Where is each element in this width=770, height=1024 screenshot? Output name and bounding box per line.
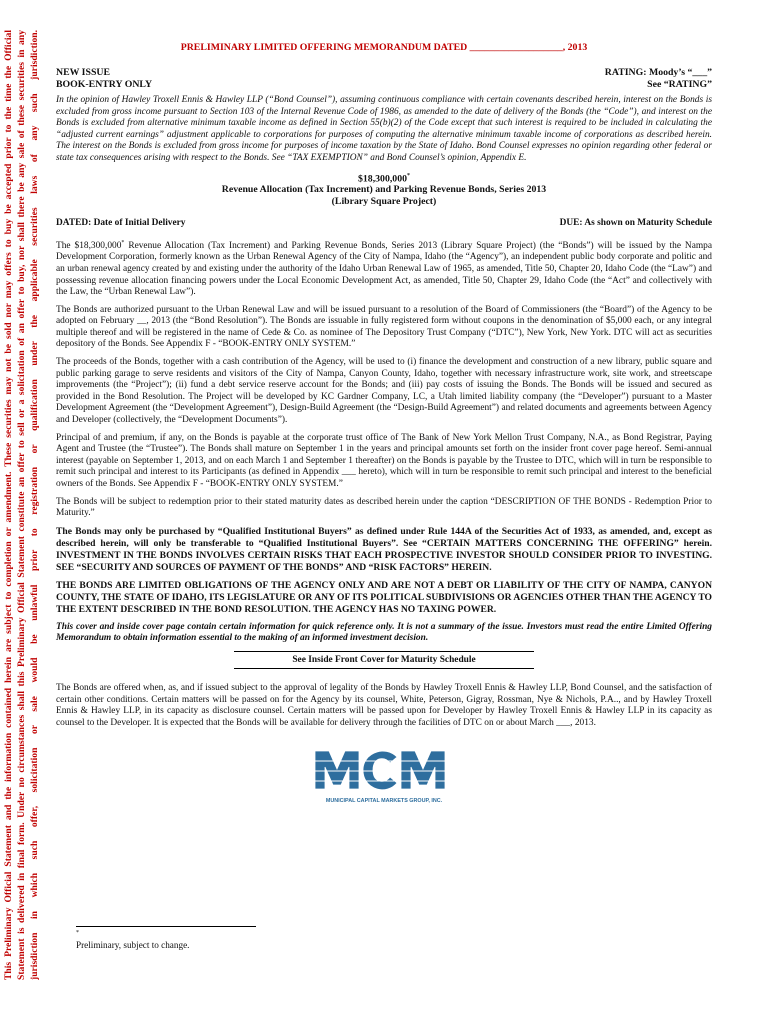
paragraph-payment: Principal of and premium, if any, on the Bonds is payable at the corporate trust office of The Bank of New York Mellon Trust Company, N.A., as Bond Registrar, Paying Agent and Trustee (the “Trustee”). The Bonds shall mature on September 1 in the years and principal amounts set forth on the insider front cover page hereof. Semi-annual interest (payable on September 1, 2013, and on each March 1 and September 1 thereafter) on the Bonds is payable by the Trustee to DTC, which will in turn be responsible to remit such principal and interest to its Participants (as defined in Appendix ___ hereto), which will in turn be responsible to remit such principal and interest to the beneficial owners of the Bonds. See Appendix F - “BOOK-ENTRY ONLY SYSTEM.” <box>56 432 712 490</box>
sidebar-disclaimer <box>2 30 44 980</box>
header-row <box>56 67 712 91</box>
logo-caption: MUNICIPAL CAPITAL MARKETS GROUP, INC. <box>325 798 443 805</box>
maturity-schedule-link[interactable]: See Inside Front Cover for Maturity Schedule <box>234 651 534 669</box>
paragraph-issuer <box>56 238 712 299</box>
p1-asterisk: * <box>121 239 125 246</box>
mcm-logo <box>311 745 457 807</box>
rating-label: RATING: Moody’s “___” <box>604 67 712 78</box>
disclaimer-line: This Preliminary Official Statement and the information contained herein are subject to completion or amendment. These securities may not be sold nor may offers to buy be accepted prior to the time the Official <box>3 30 14 980</box>
disclaimer-line: jurisdiction in which such offer, solicitation or sale would be unlawful prior to registration or qualification under the applicable securities laws of any such jurisdiction. <box>29 30 40 980</box>
paragraph-qualified-buyers: The Bonds may only be purchased by “Qualified Institutional Buyers” as defined under Rule 144A of the Securities Act of 1933, as amended, and, except as described herein, will only be transferable to “Qualified Institutional Buyers”. See “CERTAIN MATTERS CONCERNING THE OFFERING” herein. INVESTMENT IN THE BONDS INVOLVES CERTAIN RISKS THAT EACH PROSPECTIVE INVESTOR SHOULD CONSIDER PRIOR TO INVESTING. SEE “SECURITY AND SOURCES OF PAYMENT OF THE BONDS” AND “RISK FACTORS” HEREIN. <box>56 525 712 573</box>
document-page <box>56 42 712 807</box>
issue-name: Revenue Allocation (Tax Increment) and Parking Revenue Bonds, Series 2013 <box>221 184 547 196</box>
tax-opinion: In the opinion of Hawley Troxell Ennis & Hawley LLP (“Bond Counsel”), assuming continuous compliance with certain covenants described herein, interest on the Bonds is excluded from gross income pursuant to Section 103 of the Internal Revenue Code of 1986, as amended to the date of delivery of the Bonds (the “Code”), and interest on the Bonds is excluded from alternative minimum taxable income as defined in Section 55(b)(2) of the Code except that such interest is required to be included in calculating the “adjusted current earnings” adjustment applicable to corporations for purposes of computing the alternative minimum taxable income of corporations as described herein. The interest on the Bonds is excluded from gross income for purposes of income taxation by the State of Idaho. Bond Counsel expresses no opinion regarding other federal or state tax consequences arising with respect to the Bonds. See “TAX EXEMPTION” and Bond Counsel’s opinion, Appendix E. <box>56 95 712 163</box>
paragraph-authorization: The Bonds are authorized pursuant to the Urban Renewal Law and will be issued pursuant to a resolution of the Board of Commissioners (the “Board”) of the Agency to be adopted on February __, 2013 (the “Bond Resolution”). The Bonds are issuable in fully registered form without coupons in the denomination of $5,000 each, or any integral multiple thereof and will be registered in the name of Cede & Co. as nominee of The Depository Trust Company (“DTC”), New York, New York. DTC will act as securities depository of the Bonds. See Appendix F - “BOOK-ENTRY ONLY SYSTEM.” <box>56 304 712 350</box>
paragraph-proceeds: The proceeds of the Bonds, together with a cash contribution of the Agency, will be used to (i) finance the development and construction of a new library, public square and public parking garage to serve residents and visitors of the City of Nampa, Canyon County, Idaho, together with necessary infrastructure work, site work, and streetscape improvements (the “Project”); (ii) fund a debt service reserve account for the Bonds; and (iii) pay costs of issuing the Bonds. The Bonds will be issued and secured as provided in the Bond Resolution. The Project will be developed by KC Gardner Company, LC, a Utah limited liability company (the “Developer”) pursuant to a Master Development Agreement (the “Development Agreement”), Design-Build Agreement (the “Design-Build Agreement”) and related documents and agreements between Agency and Developer (collectively, the “Development Documents”). <box>56 357 712 426</box>
new-issue-label: NEW ISSUE <box>56 67 110 78</box>
footnote-divider <box>76 926 256 927</box>
disclaimer-line: Statement is delivered in final form. Under no circumstances shall this Preliminary Official Statement constitute an offer to sell or a solicitation of an offer to buy, nor shall there be any sale of these securities in any <box>16 30 27 980</box>
p1-start: The $18,300,000 <box>56 240 122 251</box>
issue-project: (Library Square Project) <box>331 196 437 208</box>
dated-row <box>56 218 712 228</box>
issue-amount <box>56 171 712 185</box>
book-entry-label: BOOK-ENTRY ONLY <box>56 79 153 90</box>
paragraph-quick-reference: This cover and inside cover page contain certain information for quick reference only. It is not a summary of the issue. Investors must read the entire Limited Offering Memorandum to obtain information essential to the making of an informed investment decision. <box>56 621 712 644</box>
paragraph-redemption: The Bonds will be subject to redemption prior to their stated maturity dates as described herein under the caption “DESCRIPTION OF THE BONDS - Redemption Prior to Maturity.” <box>56 496 712 519</box>
footnote-text: Preliminary, subject to change. <box>76 940 190 951</box>
dated-label: DATED: Date of Initial Delivery <box>56 217 186 228</box>
paragraph-limited-obligations: THE BONDS ARE LIMITED OBLIGATIONS OF THE AGENCY ONLY AND ARE NOT A DEBT OR LIABILITY OF THE CITY OF NAMPA, CANYON COUNTY, THE STATE OF IDAHO, ITS LEGISLATURE OR ANY OF ITS POLITICAL SUBDIVISIONS OR AGENCIES OTHER THAN THE AGENCY TO THE EXTENT DESCRIBED IN THE BOND RESOLUTION. THE AGENCY HAS NO TAXING POWER. <box>56 579 713 615</box>
paragraph-offering: The Bonds are offered when, as, and if issued subject to the approval of legality of the Bonds by Hawley Troxell Ennis & Hawley LLP, Bond Counsel, and the satisfaction of certain other conditions. Certain matters will be passed on for the Agency by its counsel, White, Peterson, Gigray, Rossman, Nye & Nichols, P.A.., and by Hawley Troxell Ennis & Hawley LLP, in its capacity as disclosure counsel. Certain matters will be passed upon for Developer by Hawley Troxell Ennis & Hawley LLP in its capacity as counsel to the Developer. It is expected that the Bonds will be available for delivery through the facilities of DTC on or about March ___, 2013. <box>56 682 712 728</box>
issue-amount-value: $18,300,000 <box>358 172 407 184</box>
footnote <box>76 930 189 950</box>
p1-rest: Revenue Allocation (Tax Increment) and Parking Revenue Bonds, Series 2013 (Library Square Project) (the “Bonds”) will be issued by the Nampa Development Corporation, formerly known as the Urban Renewal Agency of the City of Nampa, Idaho (the “Agency”), an independent public body corporate and politic and an urban renewal agency created by and existing under the authority of the Idaho Urban Renewal Law of 1965, as amended, Title 50, Chapter 20, Idaho Code (the “Law”) and possessing revenue allocation financing powers under the Local Economic Development Act, as amended, Title 50, Chapter 29, Idaho Code (the “Act” and collectively with the Law, the “Urban Renewal Law”). <box>56 240 713 298</box>
issue-asterisk: * <box>406 172 410 179</box>
see-rating-label: See “RATING” <box>647 79 712 90</box>
due-label: DUE: As shown on Maturity Schedule <box>559 217 712 228</box>
page-title: PRELIMINARY LIMITED OFFERING MEMORANDUM DATED ___________________, 2013 <box>180 42 588 53</box>
footnote-mark: * <box>76 930 79 936</box>
